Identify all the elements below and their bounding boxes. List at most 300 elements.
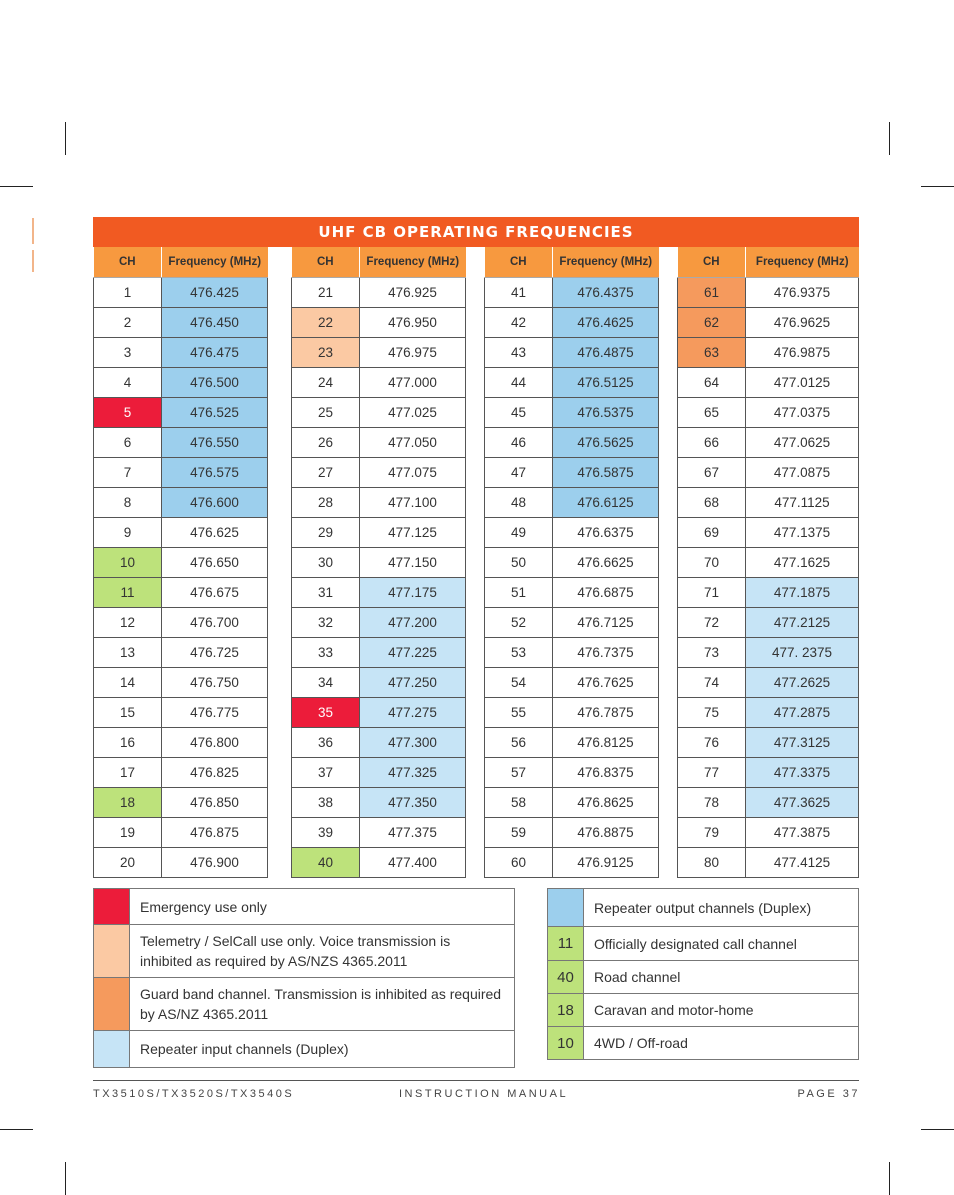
crop-mark (921, 186, 954, 187)
channel-cell: 61 (678, 278, 746, 308)
frequency-cell: 476.9125 (553, 848, 659, 878)
channel-cell: 78 (678, 788, 746, 818)
frequency-cell: 477.350 (360, 788, 466, 818)
legend-item (548, 889, 859, 927)
table-row (94, 698, 268, 728)
frequency-table-4 (677, 247, 859, 878)
channel-cell: 76 (678, 728, 746, 758)
frequency-cell: 476.7375 (553, 638, 659, 668)
table-row (678, 638, 859, 668)
table-row (678, 338, 859, 368)
table-row (678, 848, 859, 878)
frequency-cell: 476.8375 (553, 758, 659, 788)
frequency-cell: 476.9375 (746, 278, 859, 308)
frequency-cell: 476.800 (162, 728, 268, 758)
table-row (485, 518, 659, 548)
channel-cell: 53 (485, 638, 553, 668)
table-row (94, 548, 268, 578)
channel-cell: 33 (292, 638, 360, 668)
frequency-cell: 477.225 (360, 638, 466, 668)
table-row (485, 728, 659, 758)
header-frequency: Frequency (MHz) (746, 247, 859, 278)
frequency-cell: 477.2875 (746, 698, 859, 728)
frequency-cell: 477.1125 (746, 488, 859, 518)
frequency-cell: 477.2125 (746, 608, 859, 638)
frequency-cell: 476.550 (162, 428, 268, 458)
channel-cell: 77 (678, 758, 746, 788)
channel-cell: 18 (94, 788, 162, 818)
table-row (485, 818, 659, 848)
header-ch: CH (94, 247, 162, 278)
channel-cell: 11 (94, 578, 162, 608)
channel-cell: 24 (292, 368, 360, 398)
legend-swatch: 18 (548, 994, 584, 1027)
frequency-cell: 477.275 (360, 698, 466, 728)
table-header-row (94, 247, 268, 278)
channel-cell: 59 (485, 818, 553, 848)
table-row (485, 428, 659, 458)
channel-cell: 22 (292, 308, 360, 338)
frequency-cell: 476.850 (162, 788, 268, 818)
frequency-cell: 476.925 (360, 278, 466, 308)
table-row (292, 548, 466, 578)
frequency-cell: 476.425 (162, 278, 268, 308)
frequency-cell: 476.825 (162, 758, 268, 788)
frequency-cell: 476.675 (162, 578, 268, 608)
legend-swatch: 11 (548, 927, 584, 961)
legend-right (547, 888, 859, 1060)
channel-cell: 3 (94, 338, 162, 368)
frequency-cell: 476.525 (162, 398, 268, 428)
frequency-cell: 476.9625 (746, 308, 859, 338)
table-row (485, 608, 659, 638)
channel-cell: 51 (485, 578, 553, 608)
channel-cell: 26 (292, 428, 360, 458)
channel-cell: 71 (678, 578, 746, 608)
frequency-cell: 476.7875 (553, 698, 659, 728)
channel-cell: 63 (678, 338, 746, 368)
channel-cell: 73 (678, 638, 746, 668)
channel-cell: 9 (94, 518, 162, 548)
footer-model: TX3510S/TX3520S/TX3540S (93, 1088, 295, 1100)
table-row (292, 278, 466, 308)
channel-cell: 74 (678, 668, 746, 698)
frequency-cell: 477.050 (360, 428, 466, 458)
channel-cell: 12 (94, 608, 162, 638)
table-row (678, 608, 859, 638)
channel-cell: 72 (678, 608, 746, 638)
legend-swatch (94, 1031, 130, 1068)
frequency-cell: 476.5375 (553, 398, 659, 428)
table-row (94, 398, 268, 428)
table-row (292, 458, 466, 488)
channel-cell: 66 (678, 428, 746, 458)
channel-cell: 5 (94, 398, 162, 428)
channel-cell: 16 (94, 728, 162, 758)
frequency-cell: 476.5625 (553, 428, 659, 458)
frequency-cell: 476.4625 (553, 308, 659, 338)
frequency-cell: 476.4375 (553, 278, 659, 308)
channel-cell: 28 (292, 488, 360, 518)
channel-cell: 69 (678, 518, 746, 548)
frequency-cell: 476.500 (162, 368, 268, 398)
table-row (292, 848, 466, 878)
channel-cell: 58 (485, 788, 553, 818)
channel-cell: 67 (678, 458, 746, 488)
frequency-cell: 477.3625 (746, 788, 859, 818)
legend-swatch: 40 (548, 961, 584, 994)
channel-cell: 55 (485, 698, 553, 728)
channel-cell: 21 (292, 278, 360, 308)
frequency-cell: 476.6375 (553, 518, 659, 548)
channel-cell: 54 (485, 668, 553, 698)
table-row (292, 668, 466, 698)
channel-cell: 65 (678, 398, 746, 428)
frequency-cell: 476.750 (162, 668, 268, 698)
frequency-cell: 477.1875 (746, 578, 859, 608)
table-row (485, 848, 659, 878)
table-row (94, 788, 268, 818)
channel-cell: 2 (94, 308, 162, 338)
frequency-cell: 477.1625 (746, 548, 859, 578)
channel-cell: 7 (94, 458, 162, 488)
table-row (485, 458, 659, 488)
channel-cell: 60 (485, 848, 553, 878)
table-row (485, 668, 659, 698)
channel-cell: 46 (485, 428, 553, 458)
table-row (94, 458, 268, 488)
frequency-cell: 477.175 (360, 578, 466, 608)
channel-cell: 35 (292, 698, 360, 728)
table-row (292, 398, 466, 428)
table-row (94, 608, 268, 638)
channel-cell: 57 (485, 758, 553, 788)
frequency-cell: 477.0125 (746, 368, 859, 398)
legend-label: Emergency use only (130, 889, 515, 925)
legend-swatch (94, 889, 130, 925)
table-row (94, 338, 268, 368)
table-row (292, 758, 466, 788)
table-row (678, 758, 859, 788)
frequency-cell: 477.250 (360, 668, 466, 698)
table-row (678, 368, 859, 398)
frequency-cell: 477.375 (360, 818, 466, 848)
channel-cell: 17 (94, 758, 162, 788)
frequency-cell: 476.950 (360, 308, 466, 338)
frequency-table-2 (291, 247, 466, 878)
channel-cell: 32 (292, 608, 360, 638)
frequency-cell: 477.0875 (746, 458, 859, 488)
table-row (678, 668, 859, 698)
frequency-cell: 477.0375 (746, 398, 859, 428)
table-row (678, 548, 859, 578)
channel-cell: 45 (485, 398, 553, 428)
legend-label: Road channel (584, 961, 859, 994)
channel-cell: 80 (678, 848, 746, 878)
table-row (485, 758, 659, 788)
table-row (678, 698, 859, 728)
crop-mark (0, 186, 33, 187)
channel-cell: 20 (94, 848, 162, 878)
table-row (292, 338, 466, 368)
frequency-cell: 477.3875 (746, 818, 859, 848)
legend-item (94, 889, 515, 925)
table-row (292, 488, 466, 518)
header-ch: CH (292, 247, 360, 278)
channel-cell: 50 (485, 548, 553, 578)
legend-label: Caravan and motor-home (584, 994, 859, 1027)
frequency-cell: 476.7125 (553, 608, 659, 638)
frequency-cell: 476.5125 (553, 368, 659, 398)
channel-cell: 49 (485, 518, 553, 548)
legend-item (548, 961, 859, 994)
frequency-cell: 476.775 (162, 698, 268, 728)
table-row (292, 608, 466, 638)
channel-cell: 13 (94, 638, 162, 668)
channel-cell: 6 (94, 428, 162, 458)
channel-cell: 70 (678, 548, 746, 578)
channel-cell: 38 (292, 788, 360, 818)
table-row (678, 308, 859, 338)
legend-label: 4WD / Off-road (584, 1027, 859, 1060)
frequency-cell: 476.475 (162, 338, 268, 368)
header-frequency: Frequency (MHz) (360, 247, 466, 278)
table-row (485, 488, 659, 518)
frequency-cell: 476.6625 (553, 548, 659, 578)
table-row (485, 698, 659, 728)
header-frequency: Frequency (MHz) (162, 247, 268, 278)
table-row (292, 728, 466, 758)
table-row (678, 428, 859, 458)
channel-cell: 10 (94, 548, 162, 578)
table-header-row (678, 247, 859, 278)
crop-mark (65, 122, 66, 155)
frequency-cell: 477.1375 (746, 518, 859, 548)
table-row (94, 488, 268, 518)
frequency-cell: 476.600 (162, 488, 268, 518)
table-row (94, 848, 268, 878)
table-row (485, 398, 659, 428)
table-row (94, 578, 268, 608)
frequency-cell: 476.975 (360, 338, 466, 368)
table-row (94, 518, 268, 548)
legend-left (93, 888, 515, 1068)
table-row (94, 428, 268, 458)
channel-cell: 27 (292, 458, 360, 488)
table-row (485, 308, 659, 338)
table-row (94, 758, 268, 788)
table-row (678, 398, 859, 428)
frequency-cell: 476.8875 (553, 818, 659, 848)
channel-cell: 56 (485, 728, 553, 758)
channel-cell: 36 (292, 728, 360, 758)
frequency-cell: 477. 2375 (746, 638, 859, 668)
table-row (292, 638, 466, 668)
frequency-cell: 476.9875 (746, 338, 859, 368)
table-row (678, 788, 859, 818)
frequency-cell: 477.4125 (746, 848, 859, 878)
footer-rule (93, 1080, 859, 1081)
table-row (485, 548, 659, 578)
channel-cell: 40 (292, 848, 360, 878)
table-row (94, 818, 268, 848)
channel-cell: 52 (485, 608, 553, 638)
frequency-cell: 476.725 (162, 638, 268, 668)
table-row (94, 368, 268, 398)
channel-cell: 43 (485, 338, 553, 368)
footer-document: INSTRUCTION MANUAL (399, 1088, 569, 1100)
channel-cell: 30 (292, 548, 360, 578)
table-row (678, 488, 859, 518)
side-tick (32, 250, 34, 272)
frequency-cell: 476.700 (162, 608, 268, 638)
table-row (94, 308, 268, 338)
channel-cell: 68 (678, 488, 746, 518)
table-row (292, 308, 466, 338)
header-frequency: Frequency (MHz) (553, 247, 659, 278)
channel-cell: 34 (292, 668, 360, 698)
legend-item (94, 925, 515, 978)
table-row (94, 638, 268, 668)
frequency-cell: 476.650 (162, 548, 268, 578)
channel-cell: 31 (292, 578, 360, 608)
table-row (678, 728, 859, 758)
crop-mark (921, 1129, 954, 1130)
table-row (485, 788, 659, 818)
legend-item (94, 978, 515, 1031)
table-row (94, 668, 268, 698)
channel-cell: 47 (485, 458, 553, 488)
table-row (292, 578, 466, 608)
frequency-cell: 476.625 (162, 518, 268, 548)
table-row (485, 638, 659, 668)
channel-cell: 1 (94, 278, 162, 308)
channel-cell: 29 (292, 518, 360, 548)
legend-swatch: 10 (548, 1027, 584, 1060)
channel-cell: 15 (94, 698, 162, 728)
frequency-table-1 (93, 247, 268, 878)
legend-swatch (548, 889, 584, 927)
frequency-cell: 477.100 (360, 488, 466, 518)
legend-item (548, 994, 859, 1027)
channel-cell: 19 (94, 818, 162, 848)
table-row (94, 278, 268, 308)
table-row (292, 368, 466, 398)
channel-cell: 44 (485, 368, 553, 398)
table-title: UHF CB OPERATING FREQUENCIES (93, 217, 859, 247)
table-row (292, 428, 466, 458)
frequency-cell: 476.8625 (553, 788, 659, 818)
channel-cell: 4 (94, 368, 162, 398)
table-row (678, 578, 859, 608)
legend-swatch (94, 925, 130, 978)
footer-page: PAGE 37 (797, 1088, 860, 1100)
frequency-cell: 476.5875 (553, 458, 659, 488)
frequency-cell: 477.200 (360, 608, 466, 638)
frequency-cell: 476.450 (162, 308, 268, 338)
side-tick (32, 218, 34, 244)
table-row (678, 458, 859, 488)
frequency-cell: 476.4875 (553, 338, 659, 368)
channel-cell: 8 (94, 488, 162, 518)
channel-cell: 42 (485, 308, 553, 338)
channel-cell: 39 (292, 818, 360, 848)
table-row (292, 818, 466, 848)
frequency-cell: 477.125 (360, 518, 466, 548)
legend-item (548, 927, 859, 961)
legend-label: Officially designated call channel (584, 927, 859, 961)
frequency-cell: 477.400 (360, 848, 466, 878)
legend-item (548, 1027, 859, 1060)
channel-cell: 79 (678, 818, 746, 848)
channel-cell: 23 (292, 338, 360, 368)
channel-cell: 48 (485, 488, 553, 518)
table-row (94, 728, 268, 758)
frequency-cell: 477.000 (360, 368, 466, 398)
channel-cell: 14 (94, 668, 162, 698)
frequency-table-3 (484, 247, 659, 878)
frequency-cell: 476.6125 (553, 488, 659, 518)
legend-label: Telemetry / SelCall use only. Voice transmission is inhibited as required by AS/NZS 4365.2011 (130, 925, 515, 978)
frequency-cell: 477.325 (360, 758, 466, 788)
channel-cell: 37 (292, 758, 360, 788)
frequency-cell: 476.875 (162, 818, 268, 848)
legend-label: Guard band channel. Transmission is inhibited as required by AS/NZ 4365.2011 (130, 978, 515, 1031)
legend-label: Repeater input channels (Duplex) (130, 1031, 515, 1068)
header-ch: CH (485, 247, 553, 278)
frequency-cell: 477.2625 (746, 668, 859, 698)
legend-item (94, 1031, 515, 1068)
table-row (485, 368, 659, 398)
legend-swatch (94, 978, 130, 1031)
frequency-cell: 476.900 (162, 848, 268, 878)
channel-cell: 64 (678, 368, 746, 398)
frequency-cell: 476.6875 (553, 578, 659, 608)
frequency-cell: 477.3125 (746, 728, 859, 758)
channel-cell: 75 (678, 698, 746, 728)
table-row (485, 578, 659, 608)
frequency-cell: 476.7625 (553, 668, 659, 698)
table-header-row (485, 247, 659, 278)
channel-cell: 25 (292, 398, 360, 428)
channel-cell: 41 (485, 278, 553, 308)
table-row (292, 698, 466, 728)
frequency-cell: 477.0625 (746, 428, 859, 458)
crop-mark (889, 122, 890, 155)
frequency-cell: 477.300 (360, 728, 466, 758)
frequency-cell: 477.075 (360, 458, 466, 488)
table-header-row (292, 247, 466, 278)
frequency-cell: 476.8125 (553, 728, 659, 758)
header-ch: CH (678, 247, 746, 278)
frequency-cell: 477.150 (360, 548, 466, 578)
table-row (485, 338, 659, 368)
frequency-cell: 477.3375 (746, 758, 859, 788)
frequency-cell: 477.025 (360, 398, 466, 428)
legend-label: Repeater output channels (Duplex) (584, 889, 859, 927)
table-row (485, 278, 659, 308)
crop-mark (65, 1162, 66, 1195)
table-row (678, 818, 859, 848)
table-row (678, 278, 859, 308)
channel-cell: 62 (678, 308, 746, 338)
frequency-cell: 476.575 (162, 458, 268, 488)
table-row (678, 518, 859, 548)
table-row (292, 518, 466, 548)
crop-mark (889, 1162, 890, 1195)
table-row (292, 788, 466, 818)
crop-mark (0, 1129, 33, 1130)
